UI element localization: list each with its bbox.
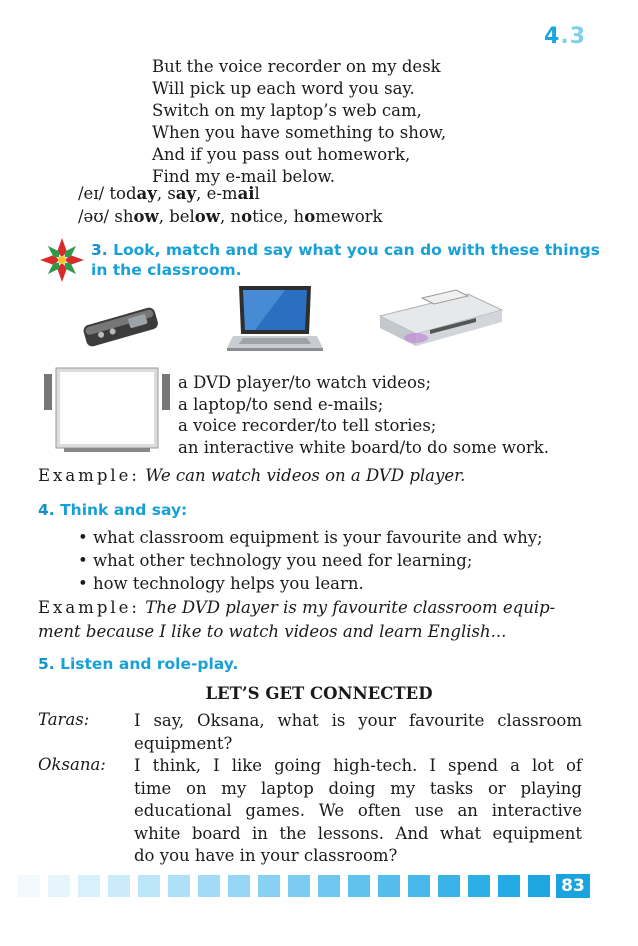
speaker-name: Taras: bbox=[38, 710, 90, 729]
laptop-image bbox=[225, 282, 325, 356]
poem-line: Find my e-mail below. bbox=[152, 167, 335, 186]
interactive-whiteboard-image bbox=[44, 366, 170, 456]
list-item: • how technology helps you learn. bbox=[78, 574, 364, 593]
star-ornament-icon bbox=[38, 236, 86, 284]
task-5-heading: 5. Listen and role-play. bbox=[38, 655, 239, 673]
voice-recorder-image bbox=[76, 302, 166, 354]
speech-text: I say, Oksana, what is your favourite classroom equipment? bbox=[134, 711, 582, 753]
poem-line: But the voice recorder on my desk bbox=[152, 57, 441, 76]
example-2: Example: The DVD player is my favourite classroom equip- bbox=[38, 598, 556, 617]
list-item: a DVD player/to watch videos; bbox=[178, 373, 432, 392]
list-item: a laptop/to send e-mails; bbox=[178, 394, 384, 414]
task-3-heading: 3. Look, match and say what you can do with these things in the classroom. bbox=[91, 241, 600, 279]
dvd-player-image bbox=[376, 288, 506, 356]
example-1: Example: We can watch videos on a DVD player. bbox=[38, 466, 466, 485]
poem-line: When you have something to show, bbox=[152, 123, 447, 142]
list-item: • what other technology you need for learning; bbox=[78, 551, 473, 570]
poem-line: Switch on my laptop’s web cam, bbox=[152, 101, 422, 120]
match-list bbox=[178, 372, 549, 458]
list-item: a voice recorder/to tell stories; bbox=[178, 416, 437, 435]
list-item: • what classroom equipment is your favourite and why; bbox=[78, 528, 543, 547]
poem-line: And if you pass out homework, bbox=[152, 145, 411, 164]
speech-text: I think, I like going high-tech. I spend a lot of time on my laptop doing my tasks or playing educational games. We often use an interactive white board in the lessons. And what equipment do you have in your classroom? bbox=[134, 756, 582, 865]
task-4-heading: 4. Think and say: bbox=[38, 501, 188, 519]
list-item: an interactive white board/to do some work. bbox=[178, 437, 550, 457]
poem bbox=[152, 56, 446, 188]
poem-line: Will pick up each word you say. bbox=[152, 79, 415, 98]
phonetics bbox=[78, 182, 383, 228]
dialogue-title: LET’S GET CONNECTED bbox=[205, 684, 433, 703]
phonetics-line-ou: /əʊ/ show, below, notice, homework bbox=[78, 207, 383, 226]
page-number: 83 bbox=[556, 874, 590, 898]
task-4-bullets bbox=[78, 526, 543, 595]
speaker-name: Oksana: bbox=[38, 755, 106, 774]
footer-decoration bbox=[18, 875, 550, 897]
unit-number: 4.3 bbox=[544, 24, 586, 49]
phonetics-line-ei: /eɪ/ today, say, e-mail bbox=[78, 184, 260, 203]
example-2-continued: ment because I like to watch videos and learn English... bbox=[38, 622, 507, 641]
